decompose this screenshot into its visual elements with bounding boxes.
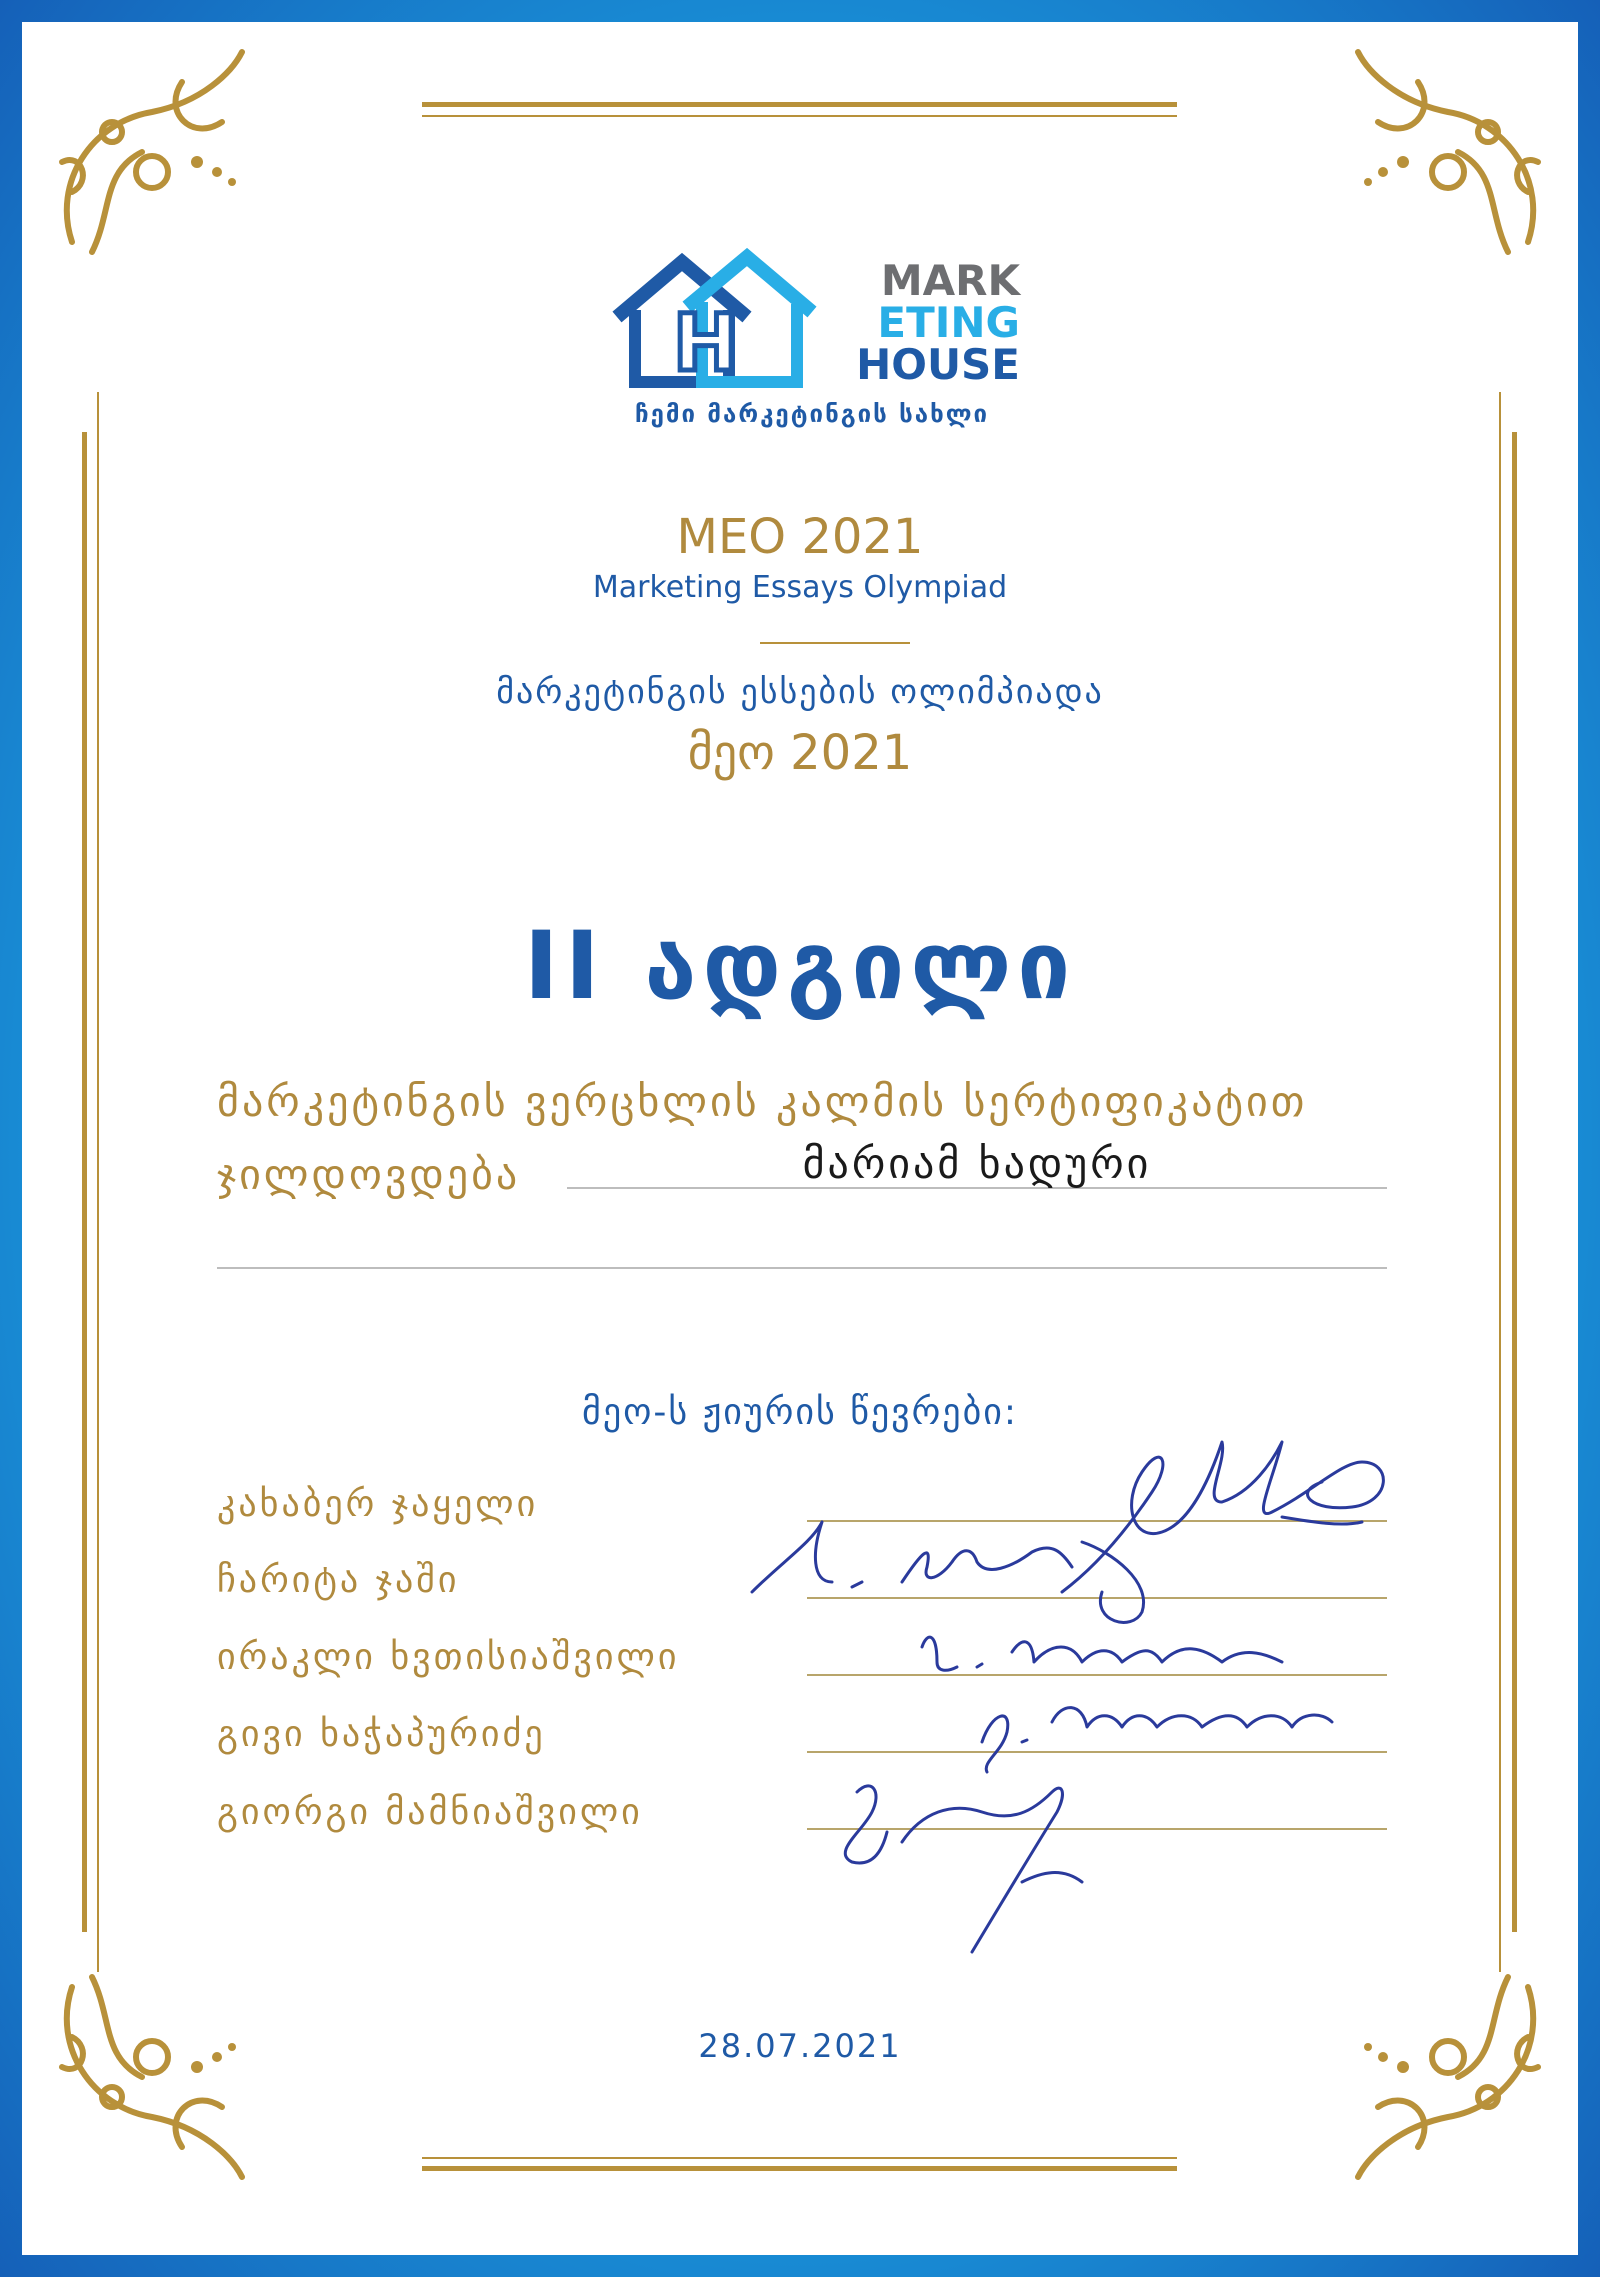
jury-line-5	[807, 1828, 1387, 1830]
event-title-ka: მეო 2021	[687, 725, 913, 781]
jury-member-5: გიორგი მამნიაშვილი	[217, 1792, 643, 1833]
certificate-sheet	[22, 22, 1578, 2255]
bottom-border-thick	[422, 2166, 1177, 2171]
event-subtitle-en: Marketing Essays Olympiad	[592, 570, 1008, 605]
signature-4	[982, 1708, 1332, 1772]
signature-3	[922, 1637, 1282, 1670]
award-description: მარკეტინგის ვერცხლის კალმის სერტიფიკატით	[217, 1077, 1308, 1126]
jury-heading: მეო-ს ჟიურის წევრები:	[582, 1392, 1018, 1433]
svg-text:H: H	[673, 299, 739, 389]
logo-word-house: HOUSE	[856, 340, 1020, 389]
blank-line	[217, 1267, 1387, 1269]
jury-member-2: ჩარიტა ჯაში	[217, 1560, 460, 1601]
signature-5	[845, 1786, 1082, 1952]
signature-1	[1062, 1442, 1383, 1592]
jury-line-4	[807, 1751, 1387, 1753]
title-divider	[760, 642, 910, 644]
right-border-thin	[1499, 392, 1501, 1972]
jury-line-3	[807, 1674, 1387, 1676]
left-border-thin	[97, 392, 99, 1972]
recipient-name: მარიამ ხადური	[802, 1139, 1152, 1188]
house-logo-icon	[607, 242, 827, 392]
jury-member-4: გივი ხაჭაპურიძე	[217, 1714, 546, 1755]
ornament-bottom-right-icon	[1328, 1947, 1568, 2187]
certificate-date: 28.07.2021	[698, 2027, 902, 2065]
jury-member-1: კახაბერ ჯაყელი	[217, 1484, 539, 1525]
ornament-bottom-left-icon	[32, 1947, 272, 2187]
awarded-label: ჯილდოვდება	[217, 1150, 521, 1199]
jury-line-1	[807, 1520, 1387, 1522]
logo-tagline: ჩემი მარკეტინგის სახლი	[634, 400, 990, 428]
award-place: II ადგილი	[523, 912, 1077, 1021]
jury-member-3: ირაკლი ხვთისიაშვილი	[217, 1637, 680, 1678]
signature-2	[752, 1522, 1072, 1592]
top-border-thin	[422, 115, 1177, 117]
left-border-thick	[82, 432, 87, 1932]
jury-line-2	[807, 1597, 1387, 1599]
right-border-thick	[1512, 432, 1517, 1932]
bottom-border-thin	[422, 2157, 1177, 2159]
ornament-top-left-icon	[32, 42, 272, 282]
ornament-top-right-icon	[1328, 42, 1568, 282]
logo-word-eting: ETING	[877, 298, 1020, 347]
logo-word-mark: MARK	[880, 256, 1020, 305]
event-subtitle-ka: მარკეტინგის ესსების ოლიმპიადა	[496, 672, 1104, 712]
top-border-thick	[422, 102, 1177, 107]
event-title-en: MEO 2021	[676, 509, 924, 565]
marketing-house-logo	[607, 242, 1020, 432]
